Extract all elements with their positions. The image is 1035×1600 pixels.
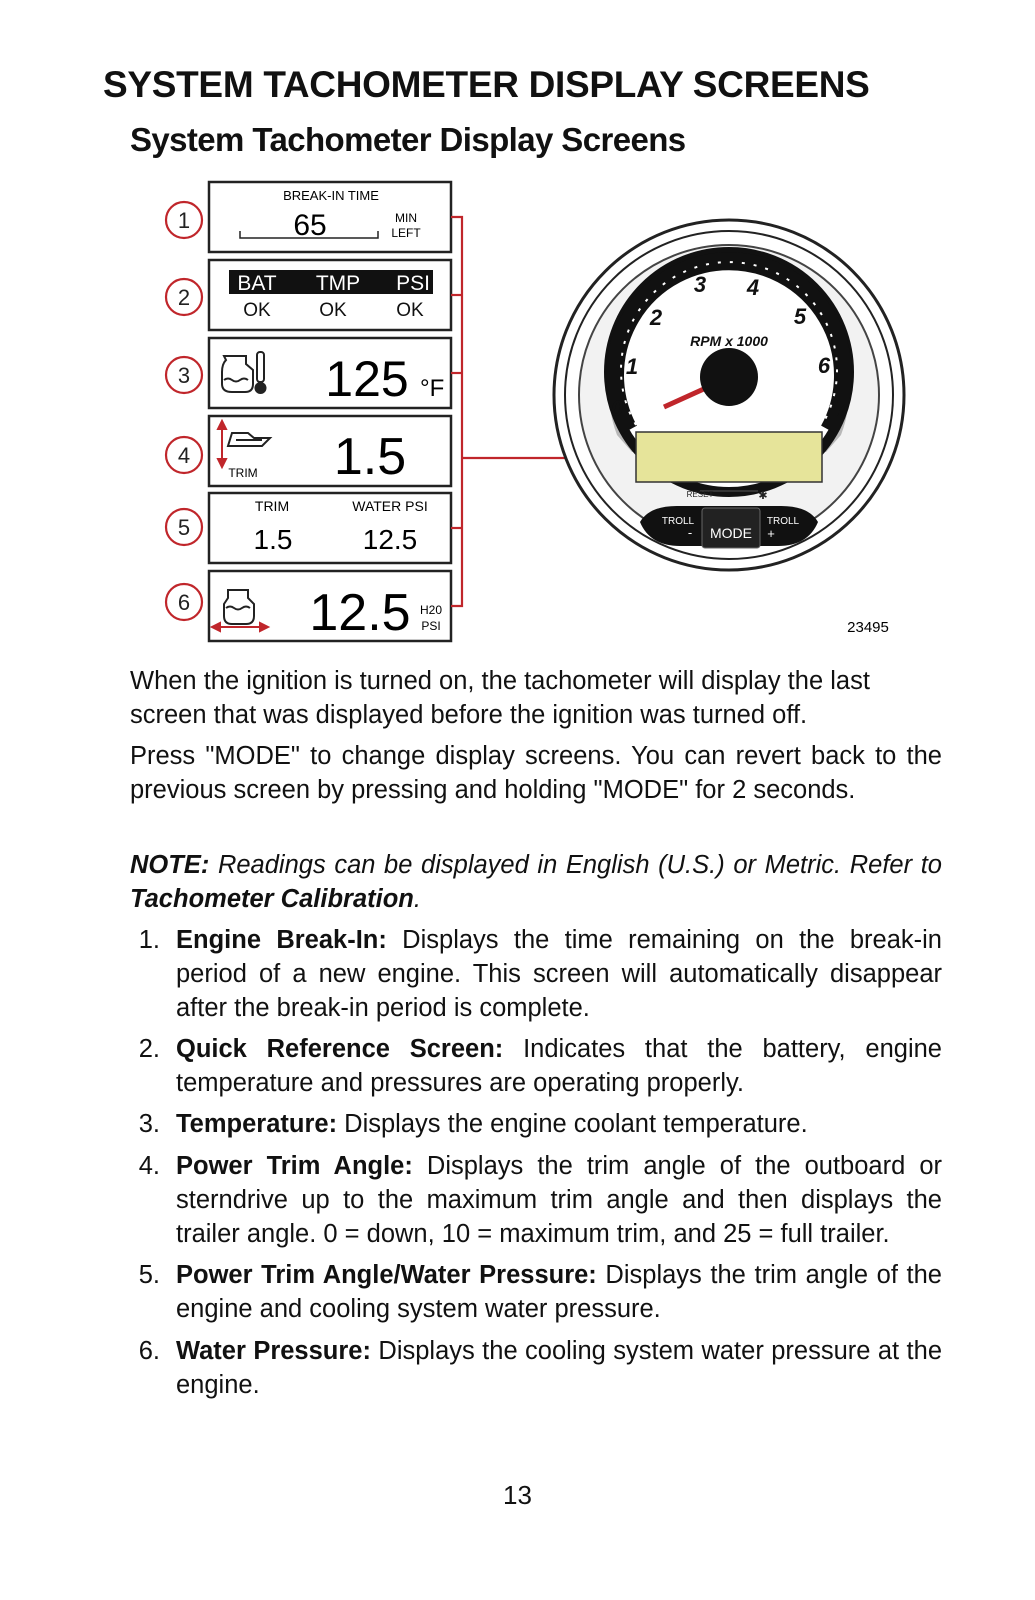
callout-1: 1 bbox=[177, 208, 191, 233]
list-item: 5. Power Trim Angle/Water Pressure: Displays the trim angle of the engine and cooling system water pressure. bbox=[138, 1261, 942, 1323]
dial-0: 0 bbox=[610, 396, 624, 421]
rpm-scale-label: RPM x 1000 bbox=[690, 333, 768, 349]
troll-plus-label: TROLL bbox=[766, 516, 800, 527]
note-label: NOTE: bbox=[130, 851, 210, 879]
minus-sign: - bbox=[687, 525, 693, 540]
dial-2: 2 bbox=[649, 305, 663, 330]
tachometer-display-figure bbox=[150, 172, 910, 652]
screen-6-value: 12.5 bbox=[309, 584, 411, 642]
paragraph-mode: Press "MODE" to change display screens. You can revert back to the previous screen by pressing and holding "MODE" for 2 seconds. bbox=[130, 742, 942, 804]
screen-5-water-psi-label: WATER PSI bbox=[352, 498, 428, 514]
screen-3-unit: °F bbox=[420, 375, 445, 402]
screen-2-bat-header: BAT bbox=[237, 272, 277, 295]
screen-2-psi-ok: OK bbox=[396, 300, 424, 321]
screen-1-unit-left: LEFT bbox=[391, 226, 421, 240]
reset-label: RESET bbox=[686, 490, 714, 499]
note-reference: Tachometer Calibration bbox=[130, 885, 414, 913]
page-heading: SYSTEM TACHOMETER DISPLAY SCREENS bbox=[103, 64, 870, 105]
page-subheading: System Tachometer Display Screens bbox=[130, 121, 686, 158]
screen-5-trim-label: TRIM bbox=[254, 498, 290, 514]
screen-2-bat-ok: OK bbox=[243, 300, 271, 321]
tachometer-gauge bbox=[554, 220, 904, 570]
screen-1-title: BREAK-IN TIME bbox=[283, 188, 379, 203]
screen-1-unit-min: MIN bbox=[395, 211, 417, 225]
screen-2-psi-header: PSI bbox=[396, 272, 430, 295]
screen-6-unit-h20: H20 bbox=[419, 603, 443, 617]
paragraph-ignition: When the ignition is turned on, the tachometer will display the last screen that was displayed before the ignition was turned off. bbox=[130, 667, 870, 729]
screen-4-trim-label: TRIM bbox=[228, 466, 258, 480]
dial-5: 5 bbox=[793, 304, 807, 329]
screen-6-unit-psi: PSI bbox=[421, 619, 441, 633]
list-item: 1. Engine Break-In: Displays the time remaining on the break-in period of a new engine. This screen will automatically disappear after the break-in period is complete. bbox=[138, 926, 942, 1022]
figure-number: 23495 bbox=[847, 619, 889, 636]
callout-4: 4 bbox=[177, 443, 191, 468]
dial-4: 4 bbox=[746, 275, 760, 300]
dial-3: 3 bbox=[693, 272, 707, 297]
troll-minus-label: TROLL bbox=[661, 516, 695, 527]
callout-6: 6 bbox=[177, 590, 191, 615]
callout-5: 5 bbox=[177, 515, 191, 540]
screen-1-value: 65 bbox=[293, 209, 327, 242]
dial-6: 6 bbox=[817, 353, 831, 378]
screen-5-trim-value: 1.5 bbox=[253, 524, 293, 555]
callout-2: 2 bbox=[177, 285, 191, 310]
screen-2-tmp-header: TMP bbox=[315, 272, 361, 295]
dial-1: 1 bbox=[625, 354, 639, 379]
screen-2-tmp-ok: OK bbox=[319, 300, 347, 321]
gauge-lcd bbox=[636, 432, 822, 482]
mode-button-label: MODE bbox=[710, 525, 752, 541]
callout-3: 3 bbox=[177, 363, 191, 388]
list-item: 6. Water Pressure: Displays the cooling system water pressure at the engine. bbox=[138, 1337, 942, 1399]
page-number: 13 bbox=[503, 1480, 532, 1510]
screen-5-water-psi-value: 12.5 bbox=[362, 524, 418, 555]
note: NOTE: Readings can be displayed in English (U.S.) or Metric. Refer to Tachometer Calibration. bbox=[130, 851, 942, 913]
screen-3-value: 125 bbox=[325, 351, 409, 407]
gear-icon: ✱ bbox=[758, 490, 768, 502]
plus-sign: + bbox=[767, 526, 775, 541]
list-item: 3. Temperature: Displays the engine coolant temperature. bbox=[138, 1110, 808, 1138]
dial-7: 7 bbox=[835, 396, 849, 421]
list-item: 2. Quick Reference Screen: Indicates that the battery, engine temperature and pressures are operating properly. bbox=[138, 1035, 942, 1097]
list-item: 4. Power Trim Angle: Displays the trim angle of the outboard or sterndrive up to the maximum trim angle and then displays the trailer angle. 0 = down, 10 = maximum trim, and 25 = full trailer. bbox=[138, 1152, 942, 1248]
screen-4-value: 1.5 bbox=[333, 428, 407, 486]
